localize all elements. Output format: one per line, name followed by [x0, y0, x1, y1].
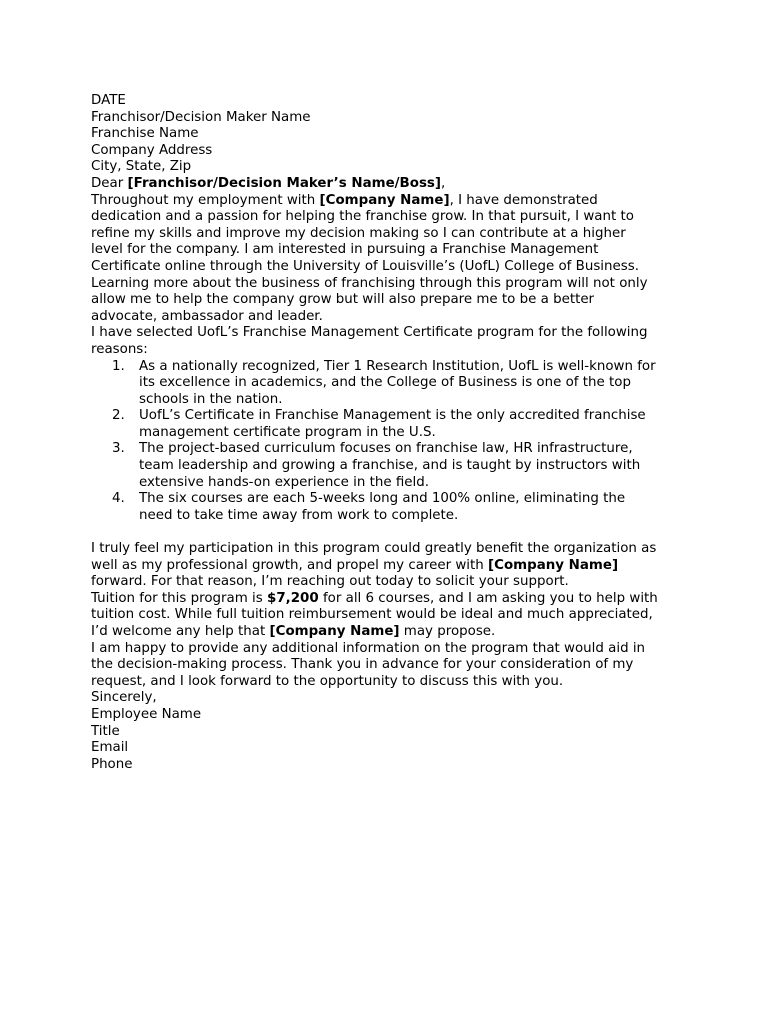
list-item — [91, 359, 691, 409]
recipient-block — [91, 110, 691, 176]
recipient-city-state-zip: City, State, Zip — [91, 159, 192, 175]
intro-line: advocate, ambassador and leader. — [91, 308, 323, 324]
closing-paragraph — [91, 641, 691, 691]
list-item — [91, 491, 691, 524]
tuition-l3-pre: I’d welcome any help that — [91, 624, 270, 639]
list-item-line: schools in the nation. — [139, 391, 283, 407]
reasons-intro-line: I have selected UofL’s Franchise Management Certificate program for the following — [91, 325, 648, 341]
list-item-number: 4. — [112, 491, 125, 507]
intro-line: Learning more about the business of franchising through this program will not only — [91, 275, 648, 291]
list-item-line: team leadership and growing a franchise, and is taught by instructors with — [139, 458, 641, 474]
signature-closing: Sincerely, — [91, 690, 157, 706]
signature-block — [91, 690, 691, 773]
tuition-l1-pre: Tuition for this program is — [91, 590, 267, 606]
list-item-line: extensive hands-on experience in the field. — [139, 474, 430, 490]
closing-line: request, and I look forward to the opportunity to discuss this with you. — [91, 673, 564, 689]
closing-line: the decision-making process. Thank you in advance for your consideration of my — [91, 657, 634, 673]
benefit-line: forward. For that reason, I’m reaching out today to solicit your support. — [91, 574, 569, 590]
signature-phone: Phone — [91, 756, 133, 772]
salutation — [91, 176, 691, 193]
list-item-line: management certificate program in the U.S. — [139, 424, 436, 440]
signature-email: Email — [91, 740, 129, 756]
intro-line: Certificate online through the University of Louisville’s (UofL) College of Business. — [91, 258, 639, 274]
recipient-name: Franchisor/Decision Maker Name — [91, 109, 311, 125]
intro-l1-post: , I have demonstrated — [449, 192, 598, 208]
tuition-paragraph — [91, 591, 691, 641]
list-item-number: 2. — [112, 408, 125, 424]
reasons-section — [91, 325, 691, 524]
benefit-paragraph — [91, 541, 691, 591]
salutation-suffix: , — [441, 175, 446, 191]
date-text: DATE — [91, 93, 126, 108]
intro-line: allow me to help the company grow but will also prepare me to be a better — [91, 292, 595, 308]
benefit-line: I truly feel my participation in this program could greatly benefit the organization as — [91, 541, 657, 557]
intro-l1-pre: Throughout my employment with — [91, 192, 320, 208]
list-item-line: The project-based curriculum focuses on franchise law, HR infrastructure, — [139, 441, 633, 457]
salutation-name: [Franchisor/Decision Maker’s Name/Boss] — [127, 175, 442, 191]
tuition-l3-post: may propose. — [399, 624, 496, 639]
list-item-line: its excellence in academics, and the College of Business is one of the top — [139, 375, 631, 391]
list-item-number: 3. — [112, 441, 125, 457]
list-item-line: UofL’s Certificate in Franchise Management is the only accredited franchise — [139, 408, 646, 424]
list-item — [91, 441, 691, 491]
tuition-amount: $7,200 — [267, 590, 319, 606]
intro-line: dedication and a passion for helping the franchise grow. In that pursuit, I want to — [91, 209, 634, 225]
signature-title: Title — [91, 723, 120, 739]
company-name-placeholder: [Company Name] — [269, 624, 400, 639]
tuition-line: tuition cost. While full tuition reimbursement would be ideal and much appreciated, — [91, 607, 653, 623]
date-line — [91, 93, 691, 110]
recipient-address: Company Address — [91, 142, 213, 158]
letter-document — [91, 93, 691, 773]
benefit-l2-pre: well as my professional growth, and propel my career with — [91, 557, 489, 573]
tuition-l1-post: for all 6 courses, and I am asking you to help with — [318, 590, 658, 606]
intro-line: level for the company. I am interested in pursuing a Franchise Management — [91, 242, 599, 258]
list-item-line: As a nationally recognized, Tier 1 Research Institution, UofL is well-known for — [139, 358, 656, 374]
salutation-prefix: Dear — [91, 175, 128, 191]
company-name-placeholder: [Company Name] — [488, 557, 619, 573]
list-item-line: The six courses are each 5-weeks long and 100% online, eliminating the — [139, 491, 626, 507]
list-item-line: need to take time away from work to complete. — [139, 507, 459, 523]
company-name-placeholder: [Company Name] — [319, 192, 450, 208]
intro-paragraph — [91, 193, 691, 326]
signature-name: Employee Name — [91, 706, 202, 722]
list-item-number: 1. — [112, 358, 125, 374]
reasons-intro-line: reasons: — [91, 341, 148, 357]
reasons-list — [91, 359, 691, 525]
recipient-franchise: Franchise Name — [91, 126, 199, 142]
intro-line: refine my skills and improve my decision making so I can contribute at a higher — [91, 225, 626, 241]
list-item — [91, 408, 691, 441]
closing-line: I am happy to provide any additional information on the program that would aid in — [91, 640, 646, 656]
